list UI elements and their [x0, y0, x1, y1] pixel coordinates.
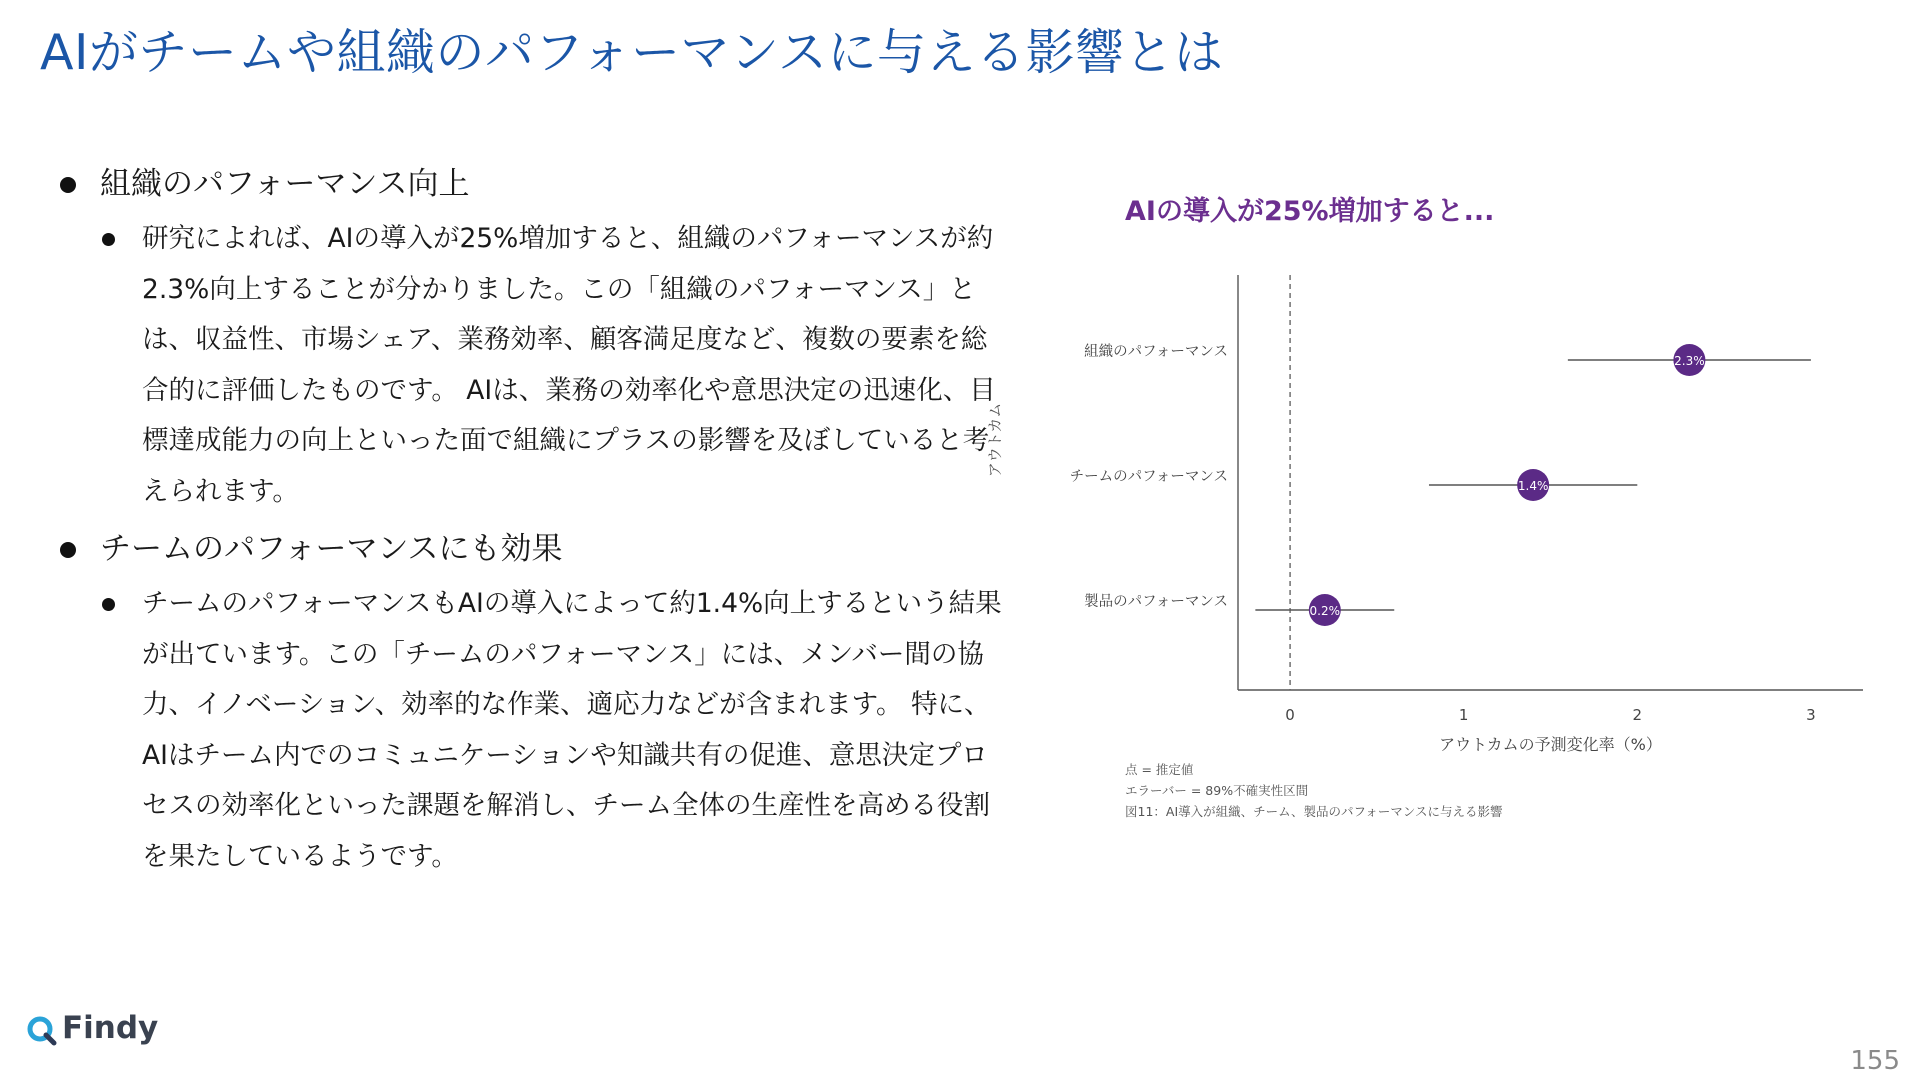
findy-logo-icon: [26, 1015, 60, 1049]
data-label: 1.4%: [1517, 479, 1549, 493]
chart-note: 図11：AI導入が組織、チーム、製品のパフォーマンスに与える影響: [1125, 804, 1503, 819]
bullet-dot-icon: [102, 598, 115, 611]
chart-svg: [970, 180, 1870, 830]
bullet-org-performance: [60, 160, 940, 208]
x-tick-label: 2: [1632, 706, 1643, 724]
bullet-team-performance: [60, 525, 940, 573]
bullet-dot-icon: [102, 233, 115, 246]
chart-note: 点 = 推定値: [1125, 762, 1194, 777]
forest-plot-chart: [970, 180, 1870, 830]
findy-logo: [26, 1012, 186, 1052]
data-label: 2.3%: [1674, 354, 1705, 368]
x-tick-label: 3: [1806, 706, 1816, 724]
category-label: 組織のパフォーマンス: [1084, 344, 1228, 360]
findy-logo-text: Findy: [62, 1010, 159, 1046]
chart-title: AIの導入が25%増加すると...: [1125, 196, 1495, 227]
category-label: 製品のパフォーマンス: [1084, 594, 1228, 610]
category-label: チームのパフォーマンス: [1069, 469, 1228, 485]
bullet-detail: 研究によれば、AIの導入が25%増加すると、組織のパフォーマンスが約2.3%向上することが分かりました。この「組織のパフォーマンス」とは、収益性、市場シェア、業務効率、顧客満足度など、複数の要素を総合的に評価したものです。 AIは、業務の効率化や意思決定の迅速化、目標達成能力の向上といった面で組織にプラスの影響を及ぼしていると考えられます。: [142, 223, 996, 507]
page-number: 155: [1850, 1046, 1900, 1076]
x-tick-label: 0: [1285, 706, 1295, 724]
data-label: 0.2%: [1309, 604, 1341, 618]
chart-note: エラーバー = 89%不確実性区間: [1125, 783, 1309, 798]
sub-bullet-team-performance: [60, 579, 1002, 882]
bullet-heading: チームのパフォーマンスにも効果: [100, 531, 563, 567]
bullet-dot-icon: [60, 177, 76, 193]
slide-title: AIがチームや組織のパフォーマンスに与える影響とは: [40, 24, 1224, 81]
bullet-detail: チームのパフォーマンスもAIの導入によって約1.4%向上するという結果が出ています。この「チームのパフォーマンス」には、メンバー間の協力、イノベーション、効率的な作業、適応力などが含まれます。 特に、AIはチーム内でのコミュニケーションや知識共有の促進、意思決定プロセスの効率化といった課題を解消し、チーム全体の生産性を高める役割を果たしているようです。: [142, 588, 1002, 872]
y-axis-label: アウトカム: [986, 402, 1004, 478]
bullet-heading: 組織のパフォーマンス向上: [100, 166, 470, 202]
x-tick-label: 1: [1458, 706, 1469, 724]
bullet-dot-icon: [60, 542, 76, 558]
x-axis-label: アウトカムの予測変化率（%）: [1439, 735, 1662, 754]
